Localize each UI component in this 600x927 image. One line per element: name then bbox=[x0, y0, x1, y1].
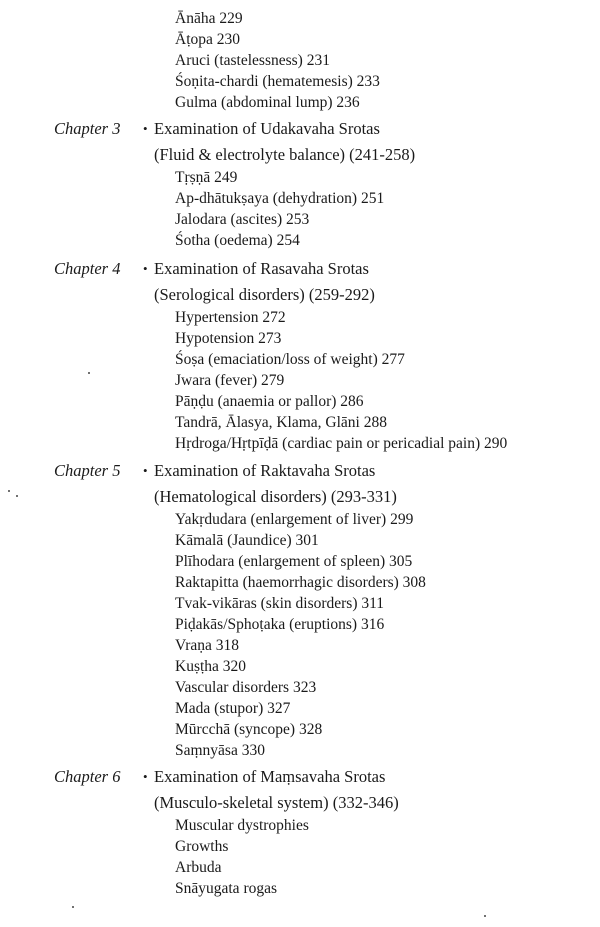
toc-entry: Snāyugata rogas bbox=[175, 880, 278, 897]
chapter-label: Chapter 5 bbox=[54, 461, 121, 480]
chapter-subtitle: (Hematological disorders) (293-331) bbox=[154, 487, 397, 506]
toc-entry: Raktapitta (haemorrhagic disorders) 308 bbox=[175, 574, 426, 591]
toc-entry: Kuṣṭha 320 bbox=[175, 658, 247, 675]
toc-entry: Āṭopa 230 bbox=[175, 31, 241, 48]
toc-entry: Growths bbox=[175, 838, 229, 855]
toc-entry: Mūrcchā (syncope) 328 bbox=[175, 721, 323, 738]
bullet-icon: • bbox=[143, 121, 148, 136]
toc-entry: Mada (stupor) 327 bbox=[175, 700, 291, 717]
bullet-icon: • bbox=[143, 463, 148, 478]
chapter-title-text: Examination of Maṃsavaha Srotas bbox=[154, 767, 386, 786]
toc-entry: Śoṇita-chardi (hematemesis) 233 bbox=[175, 73, 380, 90]
toc-entry: Ap-dhātukṣaya (dehydration) 251 bbox=[175, 190, 385, 207]
toc-entry: Aruci (tastelessness) 231 bbox=[175, 52, 330, 69]
bullet-icon: • bbox=[143, 261, 148, 276]
toc-entry: Vascular disorders 323 bbox=[175, 679, 317, 696]
chapter-label: Chapter 6 bbox=[54, 767, 121, 786]
toc-entry: Vraṇa 318 bbox=[175, 637, 240, 654]
scan-speck bbox=[88, 372, 90, 374]
toc-entry: Saṃnyāsa 330 bbox=[175, 742, 265, 759]
chapter-title bbox=[143, 258, 369, 280]
toc-entry: Hypotension 273 bbox=[175, 330, 282, 347]
toc-entry: Arbuda bbox=[175, 859, 222, 876]
toc-entry: Pāṇḍu (anaemia or pallor) 286 bbox=[175, 393, 364, 410]
toc-entry: Śotha (oedema) 254 bbox=[175, 232, 300, 249]
toc-entry: Tvak-vikāras (skin disorders) 311 bbox=[175, 595, 385, 612]
chapter-title-text: Examination of Raktavaha Srotas bbox=[154, 461, 376, 480]
chapter-subtitle: (Serological disorders) (259-292) bbox=[154, 285, 375, 304]
chapter-title-text: Examination of Rasavaha Srotas bbox=[154, 259, 369, 278]
toc-entry: Hypertension 272 bbox=[175, 309, 286, 326]
bullet-icon: • bbox=[143, 769, 148, 784]
toc-entry: Jalodara (ascites) 253 bbox=[175, 211, 310, 228]
toc-entry: Ānāha 229 bbox=[175, 10, 243, 27]
toc-entry: Muscular dystrophies bbox=[175, 817, 309, 834]
chapter-title bbox=[143, 766, 385, 788]
toc-entry: Gulma (abdominal lump) 236 bbox=[175, 94, 360, 111]
toc-entry: Tandrā, Ālasya, Klama, Glāni 288 bbox=[175, 414, 387, 431]
chapter-title-text: Examination of Udakavaha Srotas bbox=[154, 119, 380, 138]
chapter-label: Chapter 4 bbox=[54, 259, 121, 278]
chapter-label: Chapter 3 bbox=[54, 119, 121, 138]
toc-entry: Jwara (fever) 279 bbox=[175, 372, 285, 389]
toc-entry: Śoṣa (emaciation/loss of weight) 277 bbox=[175, 351, 405, 368]
chapter-subtitle: (Musculo-skeletal system) (332-346) bbox=[154, 793, 399, 812]
scan-speck bbox=[16, 495, 18, 497]
scan-speck bbox=[8, 490, 10, 492]
toc-entry: Hṛdroga/Hṛtpīḍā (cardiac pain or pericadial pain) 290 bbox=[175, 435, 508, 452]
scan-speck bbox=[72, 906, 74, 908]
chapter-title bbox=[143, 460, 375, 482]
toc-entry: Plīhodara (enlargement of spleen) 305 bbox=[175, 553, 413, 570]
scan-speck bbox=[484, 915, 486, 917]
toc-entry: Piḍakās/Sphoṭaka (eruptions) 316 bbox=[175, 616, 385, 633]
toc-entry: Yakṛdudara (enlargement of liver) 299 bbox=[175, 511, 414, 528]
chapter-subtitle: (Fluid & electrolyte balance) (241-258) bbox=[154, 145, 416, 164]
chapter-title bbox=[143, 118, 380, 140]
toc-entry: Tṛṣṇā 249 bbox=[175, 169, 238, 186]
toc-entry: Kāmalā (Jaundice) 301 bbox=[175, 532, 319, 549]
